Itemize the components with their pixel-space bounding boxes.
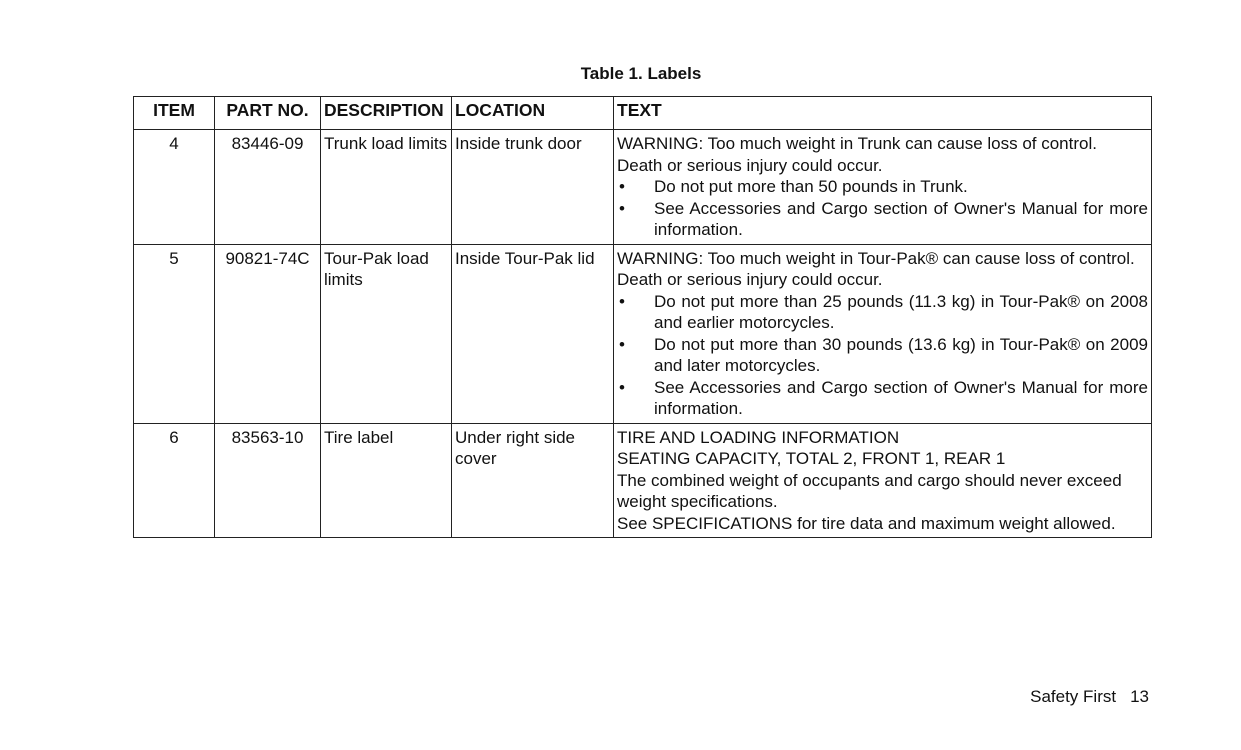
cell-description: Trunk load limits [321,130,452,245]
cell-text [614,423,1152,538]
table-row [134,130,1152,245]
table-header-row [134,97,1152,130]
bullet-item [617,334,1148,377]
cell-description: Tour-Pak load limits [321,244,452,423]
cell-location: Inside trunk door [452,130,614,245]
bullet-item [617,377,1148,420]
text-line: SEATING CAPACITY, TOTAL 2, FRONT 1, REAR 1 [617,449,1006,468]
bullet-icon: • [619,291,625,311]
cell-location: Under right side cover [452,423,614,538]
bullet-text: Do not put more than 25 pounds (11.3 kg) in Tour-Pak® on 2008 and earlier motorcycles. [654,291,1148,332]
cell-item: 4 [134,130,215,245]
header-location: LOCATION [452,97,614,130]
header-description: DESCRIPTION [321,97,452,130]
text-line: Death or serious injury could occur. [617,155,883,175]
text-line: WARNING: Too much weight in Tour-Pak® can cause loss of control. Death or serious injury could occur. [617,248,1135,289]
bullet-icon: • [619,177,625,196]
cell-part-no: 90821-74C [215,244,321,423]
cell-part-no: 83563-10 [215,423,321,538]
header-item: ITEM [134,97,215,130]
bullet-item [617,198,1148,241]
text-line: See SPECIFICATIONS for tire data and maximum weight allowed. [617,513,1116,533]
table-body [134,130,1152,538]
cell-part-no: 83446-09 [215,130,321,245]
cell-description: Tire label [321,423,452,538]
bullet-icon: • [619,334,625,354]
table-caption: Table 1. Labels [580,64,702,83]
cell-text [614,130,1152,245]
bullet-item [617,176,1148,198]
header-part-no: PART NO. [215,97,321,130]
bullet-icon: • [619,377,625,397]
table-row [134,244,1152,423]
labels-table [133,96,1152,538]
bullet-item [617,291,1148,334]
header-text: TEXT [614,97,1152,130]
cell-item: 5 [134,244,215,423]
table-row [134,423,1152,538]
bullet-icon: • [619,198,625,218]
footer-section-title: Safety First [1030,687,1117,706]
cell-location: Inside Tour-Pak lid [452,244,614,423]
text-line: WARNING: Too much weight in Trunk can cause loss of control. [617,134,1097,153]
bullet-text: See Accessories and Cargo section of Owner's Manual for more information. [654,377,1148,418]
bullet-text: Do not put more than 30 pounds (13.6 kg) in Tour-Pak® on 2009 and later motorcycles. [654,334,1148,375]
bullet-text: Do not put more than 50 pounds in Trunk. [654,177,968,196]
cell-item: 6 [134,423,215,538]
page-footer [1030,687,1149,707]
text-line: The combined weight of occupants and cargo should never exceed weight specifications. [617,470,1122,511]
text-line: TIRE AND LOADING INFORMATION [617,427,900,447]
cell-text [614,244,1152,423]
page-number: 13 [1130,687,1149,706]
bullet-text: See Accessories and Cargo section of Owner's Manual for more information. [654,198,1148,239]
